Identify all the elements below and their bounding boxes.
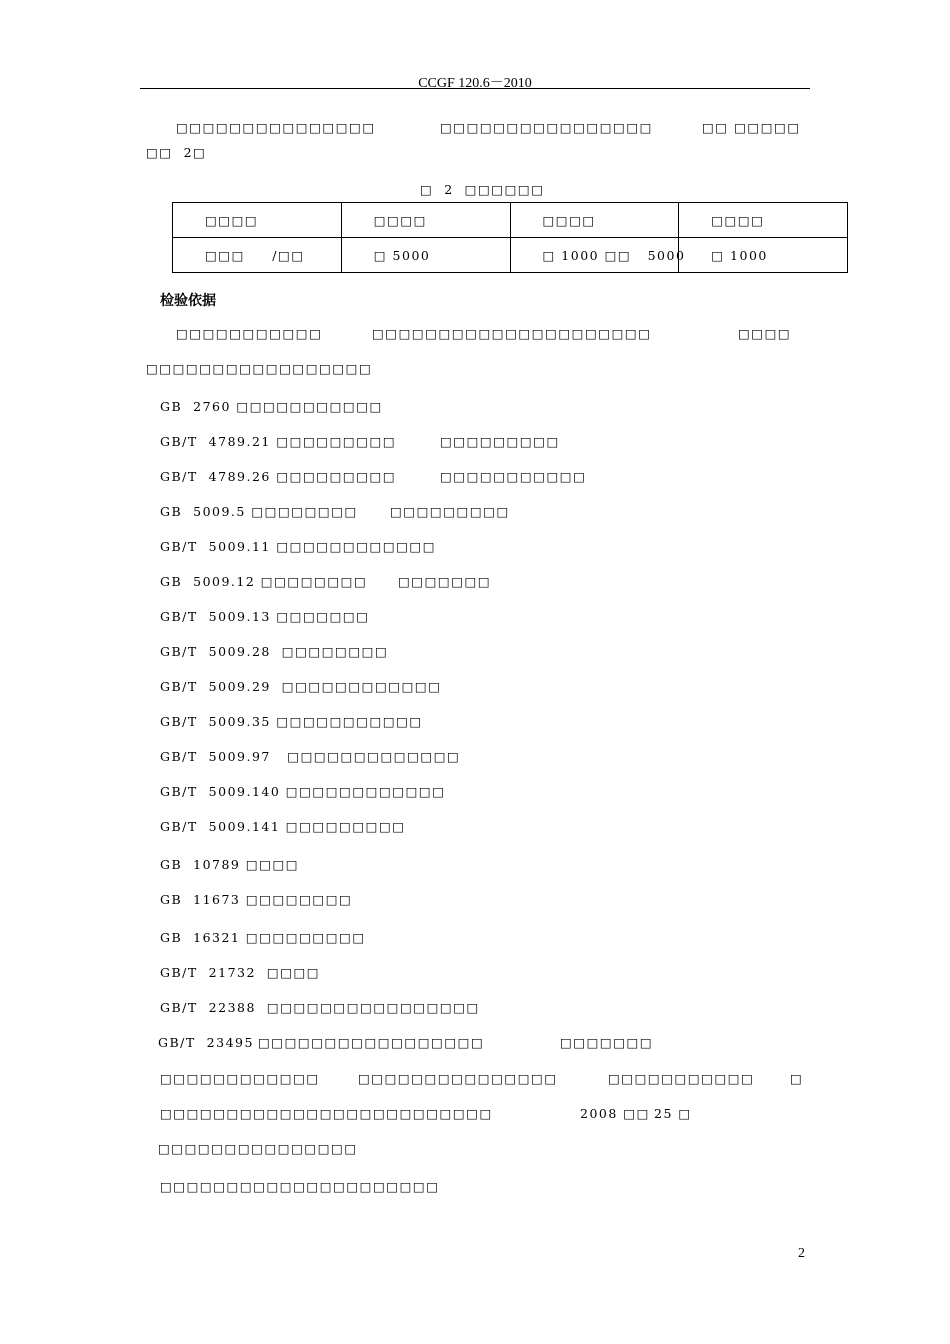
reference-item: GB/T 5009.141 □□□□□□□□□ bbox=[160, 819, 406, 834]
reference-item: GB/T 5009.35 □□□□□□□□□□□ bbox=[160, 714, 423, 729]
page-number: 2 bbox=[798, 1246, 805, 1261]
section-para-line2: □□□□□□□□□□□□□□□□□ bbox=[146, 361, 373, 376]
reference-item: GB/T 4789.26 □□□□□□□□□ bbox=[160, 469, 397, 484]
reference-item: GB/T 4789.21 □□□□□□□□□ bbox=[160, 434, 397, 449]
table-cell: □□□ /□□ bbox=[173, 238, 342, 273]
reference-item: GB/T 5009.97 □□□□□□□□□□□□□ bbox=[160, 749, 461, 764]
reference-item: GB 2760 □□□□□□□□□□□ bbox=[160, 399, 383, 414]
intro-line1-c: □□ □□□□□ bbox=[702, 120, 801, 135]
notice-line2-c: 25 □ bbox=[654, 1106, 692, 1121]
running-header: CCGF 120.6－2010 bbox=[418, 76, 532, 91]
reference-item-tail: □□□□□□□□□ bbox=[390, 504, 510, 519]
section-para-b: □□□□□□□□□□□□□□□□□□□□□ bbox=[372, 326, 652, 341]
notice-line1-d: □ bbox=[790, 1071, 804, 1086]
intro-line2: □□ 2□ bbox=[146, 145, 207, 160]
table-header-cell: □□□□ bbox=[341, 203, 510, 238]
table-header-row bbox=[173, 203, 848, 238]
notice-line2-b: 2008 □□ bbox=[580, 1106, 650, 1121]
table-header-cell: □□□□ bbox=[173, 203, 342, 238]
reference-item-tail: □□□□□□□ bbox=[398, 574, 492, 589]
reference-item: GB/T 5009.11 □□□□□□□□□□□□ bbox=[160, 539, 437, 554]
notice-line1-c: □□□□□□□□□□□ bbox=[608, 1071, 755, 1086]
table-caption: □ 2 □□□□□□ bbox=[420, 182, 545, 197]
header-rule bbox=[140, 88, 810, 89]
reference-item: GB/T 21732 □□□□ bbox=[160, 965, 321, 980]
section-para-a: □□□□□□□□□□□ bbox=[176, 326, 323, 341]
reference-item: GB 5009.5 □□□□□□□□ bbox=[160, 504, 358, 519]
intro-line1-b: □□□□□□□□□□□□□□□□ bbox=[440, 120, 653, 135]
reference-item: GB/T 5009.28 □□□□□□□□ bbox=[160, 644, 389, 659]
reference-item: GB/T 5009.29 □□□□□□□□□□□□ bbox=[160, 679, 442, 694]
reference-item: GB 5009.12 □□□□□□□□ bbox=[160, 574, 368, 589]
notice-line3: □□□□□□□□□□□□□□□ bbox=[158, 1141, 358, 1156]
reference-item-tail: □□□□□□□□□ bbox=[440, 434, 560, 449]
notice-line1-b: □□□□□□□□□□□□□□□ bbox=[358, 1071, 558, 1086]
reference-item-tail: □□□□□□□ bbox=[560, 1035, 654, 1050]
intro-line1-a: □□□□□□□□□□□□□□□ bbox=[176, 120, 376, 135]
reference-item: GB 11673 □□□□□□□□ bbox=[160, 892, 353, 907]
table-header-cell: □□□□ bbox=[510, 203, 679, 238]
reference-item-text: □□□□□□□□□□□□□□□□□ bbox=[258, 1035, 485, 1050]
reference-item: GB 10789 □□□□ bbox=[160, 857, 300, 872]
sampling-table bbox=[172, 202, 848, 273]
notice-line1-a: □□□□□□□□□□□□ bbox=[160, 1071, 320, 1086]
reference-item: GB/T 5009.13 □□□□□□□ bbox=[160, 609, 370, 624]
table-row bbox=[173, 238, 848, 273]
notice-line2-a: □□□□□□□□□□□□□□□□□□□□□□□□□ bbox=[160, 1106, 493, 1121]
reference-item: GB 16321 □□□□□□□□□ bbox=[160, 930, 366, 945]
section-heading: 检验依据 bbox=[160, 293, 216, 309]
reference-item: GB/T 5009.140 □□□□□□□□□□□□ bbox=[160, 784, 446, 799]
section-para-c: □□□□ bbox=[738, 326, 792, 341]
table-cell: □ 5000 bbox=[341, 238, 510, 273]
table-cell: □ 1000 □□ 5000 bbox=[510, 238, 679, 273]
reference-item: GB/T 22388 □□□□□□□□□□□□□□□□ bbox=[160, 1000, 480, 1015]
table-cell: □ 1000 bbox=[679, 238, 848, 273]
reference-item-tail: □□□□□□□□□□□ bbox=[440, 469, 587, 484]
notice-line4: □□□□□□□□□□□□□□□□□□□□□ bbox=[160, 1179, 440, 1194]
reference-item: GB/T 23495 bbox=[158, 1035, 254, 1050]
table-header-cell: □□□□ bbox=[679, 203, 848, 238]
